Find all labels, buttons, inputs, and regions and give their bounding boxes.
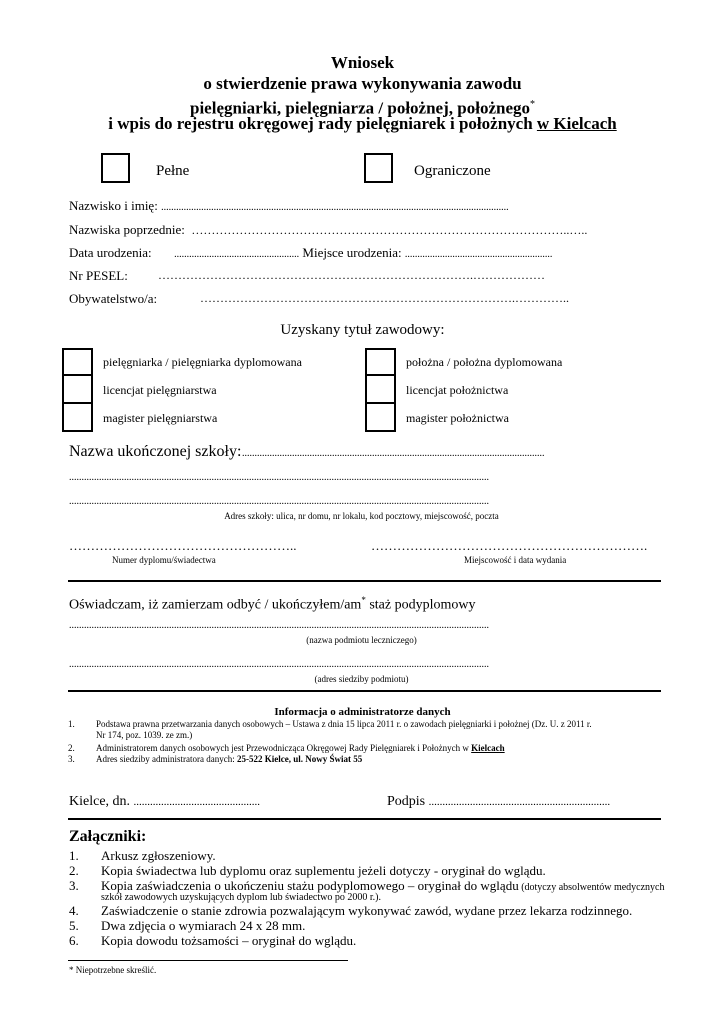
- medical-entity-field[interactable]: ........................................................................................................................................................................: [69, 620, 489, 631]
- signature-field[interactable]: ..................................................................: [428, 796, 611, 808]
- nursing-bachelor-label: licencjat pielęgniarstwa: [103, 383, 217, 397]
- form-title-line3: pielęgniarki, pielęgniarza / położnej, położnego*: [190, 98, 535, 118]
- medical-entity-caption: (nazwa podmiotu leczniczego): [306, 635, 417, 645]
- diploma-number-field[interactable]: ……………………………………………..: [69, 538, 297, 553]
- name-field[interactable]: ...........................................................................................................................................: [161, 202, 509, 213]
- birth-place-field[interactable]: ...........................................................: [404, 249, 553, 260]
- nurse-checkbox[interactable]: [62, 348, 93, 376]
- footnote-rule: [68, 960, 348, 961]
- midwife-label: położna / położna dyplomowana: [406, 355, 563, 369]
- pesel-field[interactable]: …………………………………………………………………….………………: [158, 268, 545, 282]
- limited-scope-checkbox[interactable]: [364, 153, 393, 183]
- admin-item-num-2: 2.: [68, 743, 75, 753]
- admin-info-heading: Informacja o administratorze danych: [274, 706, 451, 718]
- attachment-item-1: Arkusz zgłoszeniowy.: [101, 848, 216, 863]
- birth-place-label: Miejsce urodzenia:: [302, 245, 402, 260]
- citizenship-label: Obywatelstwo/a:: [69, 291, 158, 306]
- issue-place-date-caption: Miejscowość i data wydania: [464, 555, 567, 565]
- previous-names-row: [69, 222, 587, 238]
- midwifery-bachelor-label: licencjat położnictwa: [406, 383, 509, 397]
- midwifery-master-checkbox[interactable]: [365, 404, 396, 432]
- attachment-num-1: 1.: [69, 848, 79, 863]
- name-label: Nazwisko i imię:: [69, 198, 158, 213]
- form-title: Wniosek: [330, 53, 395, 72]
- birth-date-field[interactable]: ..................................................: [174, 249, 300, 260]
- pesel-label: Nr PESEL:: [69, 268, 128, 283]
- school-name-field-line2[interactable]: ........................................................................................................................................................................: [69, 472, 489, 483]
- admin-item-num-3: 3.: [68, 754, 75, 764]
- footnote-text: * Niepotrzebne skreślić.: [69, 965, 157, 975]
- nursing-master-label: magister pielęgniarstwa: [103, 411, 218, 425]
- previous-names-field[interactable]: …………………………………………………………………………………..…..: [191, 223, 588, 237]
- name-row: [69, 198, 509, 214]
- admin-item-num-1: 1.: [68, 719, 75, 729]
- attachment-num-3: 3.: [69, 878, 79, 893]
- nursing-bachelor-checkbox[interactable]: [62, 376, 93, 404]
- section-divider-2: [68, 690, 661, 692]
- place-date-row: [69, 794, 260, 810]
- internship-statement: Oświadczam, iż zamierzam odbyć / ukończyłem/am* staż podyplomowy: [69, 595, 476, 613]
- attachment-item-4: Zaświadczenie o stanie zdrowia pozwalającym wykonywać zawód, wydane przez lekarza rodzinnego.: [101, 903, 633, 918]
- school-address-field[interactable]: ........................................................................................................................................................................: [69, 496, 489, 507]
- school-address-caption: Adres szkoły: ulica, nr domu, nr lokalu, kod pocztowy, miejscowość, poczta: [224, 511, 499, 521]
- school-name-label: Nazwa ukończonej szkoły:: [69, 443, 242, 460]
- attachment-item-3: Kopia zaświadczenia o ukończeniu stażu podyplomowego – oryginał do wglądu (dotyczy absolwentów medycznych: [101, 878, 665, 893]
- midwifery-master-label: magister położnictwa: [406, 411, 509, 425]
- issue-place-date-field[interactable]: ……………………………………………………….: [371, 538, 648, 553]
- attachment-num-5: 5.: [69, 918, 79, 933]
- entity-seat-field[interactable]: ........................................................................................................................................................................: [69, 659, 489, 670]
- full-scope-label: Pełne: [156, 163, 190, 179]
- section-divider: [68, 580, 661, 582]
- attachment-num-6: 6.: [69, 933, 79, 948]
- attachment-item-5: Dwa zdjęcia o wymiarach 24 x 28 mm.: [101, 918, 306, 933]
- entity-seat-caption: (adres siedziby podmiotu): [314, 674, 409, 684]
- footnote-mark: *: [529, 99, 535, 110]
- limited-scope-label: Ograniczone: [414, 163, 491, 179]
- form-title-line2: o stwierdzenie prawa wykonywania zawodu: [203, 74, 522, 93]
- admin-item-1-cont: Nr 174, poz. 1039. ze zm.): [96, 730, 193, 740]
- attachment-num-4: 4.: [69, 903, 79, 918]
- nurse-label: pielęgniarka / pielęgniarka dyplomowana: [103, 355, 302, 369]
- midwife-checkbox[interactable]: [365, 348, 396, 376]
- attachment-num-2: 2.: [69, 863, 79, 878]
- form-title-line4: i wpis do rejestru okręgowej rady pielęgniarek i położnych w Kielcach: [108, 114, 617, 133]
- signature-row: [387, 794, 610, 810]
- attachments-heading: Załączniki:: [69, 828, 147, 845]
- qualification-heading: Uzyskany tytuł zawodowy:: [280, 322, 445, 338]
- section-divider-3: [68, 818, 661, 820]
- admin-item-3: Adres siedziby administratora danych: 25-522 Kielce, ul. Nowy Świat 55: [96, 754, 363, 764]
- place-date-label: Kielce, dn.: [69, 794, 131, 809]
- place-date-field[interactable]: ..............................................: [133, 796, 261, 808]
- admin-item-1: Podstawa prawna przetwarzania danych osobowych – Ustawa z dnia 15 lipca 2011 r. o zawodach pielęgniarki i położnej (Dz. U. z 2011 r.: [96, 719, 592, 729]
- admin-item-2: Administratorem danych osobowych jest Przewodnicząca Okręgowej Rady Pielęgniarek i Położnych w Kielcach: [96, 743, 505, 753]
- previous-names-label: Nazwiska poprzednie:: [69, 222, 185, 237]
- diploma-number-caption: Numer dyplomu/świadectwa: [112, 555, 216, 565]
- attachment-item-3-cont: szkół zawodowych uzyskujących dyplom lub świadectwo po 2000 r.).: [101, 892, 381, 903]
- midwifery-bachelor-checkbox[interactable]: [365, 376, 396, 404]
- birth-date-label: Data urodzenia:: [69, 245, 152, 260]
- full-scope-checkbox[interactable]: [101, 153, 130, 183]
- signature-label: Podpis: [387, 794, 426, 809]
- citizenship-field[interactable]: …………………………………………………………………….…………..: [200, 291, 569, 305]
- nursing-master-checkbox[interactable]: [62, 404, 93, 432]
- attachment-item-2: Kopia świadectwa lub dyplomu oraz suplementu jeżeli dotyczy - oryginał do wglądu.: [101, 863, 546, 878]
- attachment-item-6: Kopia dowodu tożsamości – oryginał do wglądu.: [101, 933, 357, 948]
- birth-row: [69, 245, 552, 261]
- school-name-field[interactable]: .........................................................................................................................: [242, 448, 545, 459]
